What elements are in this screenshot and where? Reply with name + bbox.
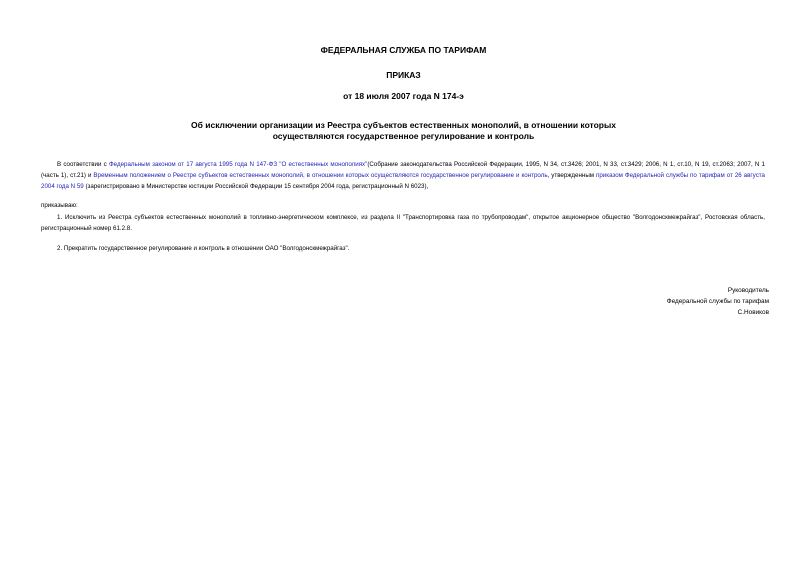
title-line-2: осуществляются государственное регулирование и контроль (272, 131, 535, 141)
law-link[interactable]: Федеральным законом от 17 августа 1995 года N 147-ФЗ "О естественных монополиях" (108, 161, 368, 168)
paragraph-order-word: приказываю: (41, 202, 78, 209)
preamble-text-4: (зарегистрировано в Министерстве юстиции Российской Федерации 15 сентября 2004 года, регистрационный N 6023), (83, 183, 429, 191)
signature-block (667, 285, 769, 318)
agency-heading: ФЕДЕРАЛЬНАЯ СЛУЖБА ПО ТАРИФАМ (320, 45, 487, 55)
signature-name: С.Новиков (737, 309, 769, 316)
order-link[interactable]: приказом Федеральной службы по тарифам от 26 августа 2004 года N 59 (41, 172, 765, 191)
paragraph-item-1: 1. Исключить из Реестра субъектов естественных монополий в топливно-энергетическом комплексе, из раздела II "Транспортировка газа по трубопроводам", открытое акционерное общество "Волгодонскмежрайгаз", Ростовская область, регистрационный номер 61.2.8. (41, 214, 765, 233)
doc-type-heading: ПРИКАЗ (386, 70, 421, 80)
preamble-text-2: (Собрание законодательства Российской Федерации, 1995, N 34, ст.3426; 2001, N 33, ст.3429; 2006, N 1, ст.10, N 19, ст.2063; 2007, N 1 (часть 1), ст.21) и (41, 161, 766, 180)
paragraph-item-2: 2. Прекратить государственное регулирование и контроль в отношении ОАО "Волгодонскмежрайгаз". (57, 245, 350, 252)
date-number-heading: от 18 июля 2007 года N 174-э (343, 91, 464, 101)
preamble-text-3: , утвержденным (547, 172, 597, 180)
title-line-1: Об исключении организации из Реестра субъектов естественных монополий, в отношении которых (191, 120, 616, 130)
signature-org: Федеральной службы по тарифам (666, 298, 769, 305)
paragraph-preamble (41, 159, 765, 193)
signature-role: Руководитель (727, 287, 769, 294)
document-title (0, 120, 807, 142)
regulation-link[interactable]: Временным положением о Реестре субъектов естественных монополий, в отношении которых осуществляются государственное регулирование и контроль (93, 172, 548, 180)
preamble-text-1: В соответствии с (57, 161, 109, 168)
